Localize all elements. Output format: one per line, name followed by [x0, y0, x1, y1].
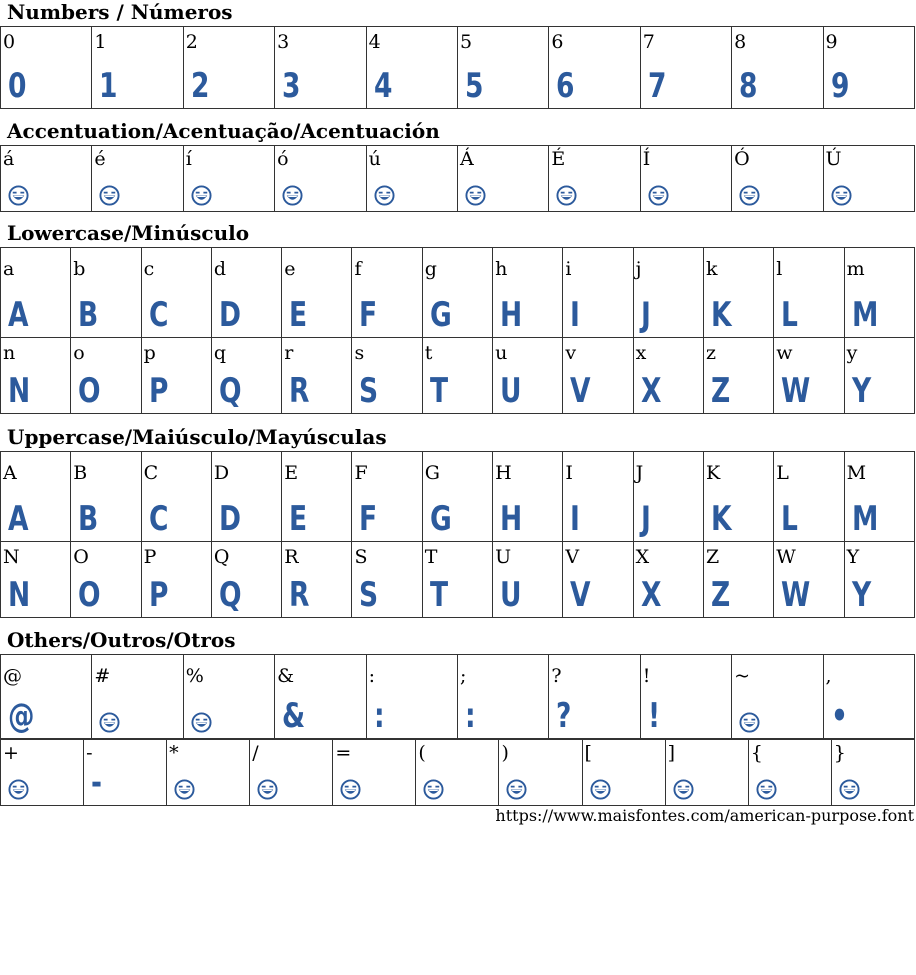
glyph-cell	[703, 452, 773, 542]
character-label: (	[418, 742, 426, 764]
glyph-cell	[703, 248, 773, 338]
character-label: K	[705, 462, 721, 484]
glyph-cell	[71, 338, 141, 414]
character-label: ?	[551, 665, 562, 687]
glyph-cell	[366, 146, 457, 212]
glyph-sample: 6	[556, 66, 575, 106]
numbers-table	[0, 26, 915, 109]
glyph-sample: B	[78, 295, 99, 335]
glyph-cell	[457, 27, 548, 109]
glyph-cell	[582, 740, 665, 806]
glyph-cell	[141, 542, 211, 618]
character-label: ó	[277, 148, 289, 170]
glyph-sample: M	[851, 499, 878, 539]
smiley-icon	[174, 779, 195, 800]
character-label: D	[213, 462, 230, 484]
glyph-cell	[640, 146, 731, 212]
character-label: H	[495, 462, 512, 484]
uppercase-table	[0, 451, 915, 618]
character-label: S	[354, 546, 368, 568]
glyph-cell	[92, 146, 183, 212]
character-label: V	[565, 546, 580, 568]
glyph-cell	[774, 338, 844, 414]
glyph-cell	[211, 542, 281, 618]
glyph-cell	[1, 655, 92, 739]
smiley-icon	[191, 712, 212, 733]
glyph-sample: K	[710, 295, 732, 335]
glyph-cell	[1, 146, 92, 212]
smiley-icon	[756, 779, 777, 800]
character-label: U	[495, 546, 512, 568]
smiley-icon	[99, 185, 120, 206]
glyph-sample: Z	[710, 371, 731, 411]
glyph-sample: D	[218, 295, 241, 335]
glyph-sample: D	[218, 499, 241, 539]
smiley-icon	[590, 779, 611, 800]
glyph-cell	[352, 338, 422, 414]
character-label: +	[3, 742, 19, 764]
glyph-cell	[732, 27, 823, 109]
glyph-cell	[823, 655, 914, 739]
smiley-icon	[673, 779, 694, 800]
character-label: 6	[551, 31, 564, 53]
glyph-sample: X	[640, 371, 662, 411]
glyph-sample: V	[570, 371, 591, 411]
glyph-sample: H	[500, 295, 523, 335]
glyph-cell	[633, 338, 703, 414]
character-label: c	[143, 258, 155, 280]
glyph-sample: Q	[218, 575, 242, 615]
glyph-sample: W	[781, 575, 811, 615]
accents-table	[0, 145, 915, 212]
character-label: x	[635, 342, 647, 364]
glyph-sample: ?	[556, 696, 572, 736]
character-label: 8	[734, 31, 747, 53]
glyph-sample: N	[8, 371, 31, 411]
table-row	[1, 452, 915, 542]
character-label: L	[776, 462, 789, 484]
glyph-cell	[774, 248, 844, 338]
character-label: p	[143, 342, 156, 364]
glyph-sample: 1	[99, 66, 118, 106]
glyph-sample: N	[8, 575, 31, 615]
character-label: Z	[705, 546, 720, 568]
others-table-row-1	[0, 654, 915, 739]
glyph-cell	[183, 146, 274, 212]
character-label: )	[501, 742, 509, 764]
smiley-icon	[506, 779, 527, 800]
glyph-cell	[1, 740, 84, 806]
glyph-sample: 0	[8, 66, 27, 106]
character-label: u	[495, 342, 508, 364]
section-title-lowercase: Lowercase/Minúsculo	[7, 221, 250, 245]
glyph-sample: !	[647, 696, 660, 736]
character-label: Q	[213, 546, 230, 568]
glyph-cell	[1, 27, 92, 109]
lowercase-table	[0, 247, 915, 414]
glyph-sample: V	[570, 575, 591, 615]
character-label: &	[277, 665, 295, 687]
glyph-sample: S	[359, 371, 379, 411]
character-label: O	[73, 546, 89, 568]
glyph-cell	[774, 542, 844, 618]
glyph-cell	[748, 740, 831, 806]
glyph-cell	[499, 740, 582, 806]
glyph-cell	[71, 248, 141, 338]
smiley-icon	[340, 779, 361, 800]
character-label: g	[424, 258, 437, 280]
glyph-cell	[282, 542, 352, 618]
glyph-cell	[844, 542, 914, 618]
glyph-cell	[92, 27, 183, 109]
section-title-others: Others/Outros/Otros	[7, 628, 236, 652]
glyph-sample: :	[464, 696, 476, 736]
table-row	[1, 146, 915, 212]
character-label: B	[73, 462, 88, 484]
glyph-sample: S	[359, 575, 379, 615]
character-label: q	[213, 342, 227, 364]
glyph-sample: H	[500, 499, 523, 539]
smiley-icon	[556, 185, 577, 206]
character-label: t	[424, 342, 433, 364]
character-label: n	[3, 342, 16, 364]
glyph-cell	[71, 452, 141, 542]
character-label: @	[3, 665, 22, 687]
glyph-cell	[844, 248, 914, 338]
character-label: E	[284, 462, 299, 484]
glyph-cell	[457, 655, 548, 739]
glyph-cell	[282, 338, 352, 414]
glyph-cell	[732, 146, 823, 212]
character-label: /	[252, 742, 259, 764]
glyph-cell	[549, 146, 640, 212]
character-label: Y	[846, 546, 860, 568]
smiley-icon	[839, 779, 860, 800]
character-label: É	[551, 148, 566, 170]
character-label: o	[73, 342, 85, 364]
character-label: J	[635, 462, 644, 484]
glyph-cell	[141, 452, 211, 542]
character-label: {	[750, 742, 763, 764]
glyph-sample: Y	[851, 371, 871, 411]
character-label: P	[143, 546, 157, 568]
table-row	[1, 740, 915, 806]
glyph-cell	[549, 27, 640, 109]
character-label: l	[776, 258, 783, 280]
character-label: f	[354, 258, 362, 280]
glyph-cell	[633, 452, 703, 542]
glyph-sample: J	[640, 295, 651, 335]
character-label: 0	[3, 31, 16, 53]
glyph-cell	[665, 740, 748, 806]
glyph-cell	[493, 452, 563, 542]
glyph-cell	[422, 452, 492, 542]
glyph-cell	[703, 542, 773, 618]
glyph-sample: K	[710, 499, 732, 539]
glyph-sample: Z	[710, 575, 731, 615]
character-label: ~	[734, 665, 751, 687]
character-label: m	[846, 258, 865, 280]
character-label: s	[354, 342, 365, 364]
glyph-cell	[352, 248, 422, 338]
character-label: [	[584, 742, 592, 764]
character-label: Ú	[825, 148, 842, 170]
character-label: 3	[277, 31, 290, 53]
character-label: b	[73, 258, 86, 280]
section-title-uppercase: Uppercase/Maiúsculo/Mayúsculas	[7, 425, 387, 449]
glyph-sample: B	[78, 499, 99, 539]
glyph-cell	[352, 452, 422, 542]
glyph-sample: 5	[464, 66, 484, 106]
glyph-cell	[282, 248, 352, 338]
glyph-cell	[493, 542, 563, 618]
character-label: 7	[642, 31, 655, 53]
smiley-icon	[8, 185, 29, 206]
character-label: z	[705, 342, 716, 364]
character-label: d	[213, 258, 227, 280]
glyph-cell	[141, 338, 211, 414]
glyph-sample: J	[640, 499, 651, 539]
character-label: h	[495, 258, 508, 280]
others-table-row-2	[0, 739, 915, 806]
character-label: Ó	[734, 148, 750, 170]
glyph-cell	[366, 27, 457, 109]
glyph-sample: I	[570, 295, 581, 335]
glyph-sample: R	[289, 371, 310, 411]
smiley-icon	[374, 185, 395, 206]
character-label: C	[143, 462, 159, 484]
glyph-cell	[211, 452, 281, 542]
glyph-sample: X	[640, 575, 662, 615]
glyph-cell	[640, 655, 731, 739]
character-label: T	[424, 546, 438, 568]
character-label: R	[284, 546, 299, 568]
character-label: y	[846, 342, 858, 364]
smiley-icon	[282, 185, 303, 206]
character-label: N	[3, 546, 20, 568]
glyph-cell	[275, 655, 366, 739]
glyph-cell	[1, 542, 71, 618]
character-label: k	[705, 258, 718, 280]
character-label: A	[3, 462, 17, 484]
glyph-sample: @	[8, 696, 35, 736]
glyph-cell	[633, 248, 703, 338]
glyph-sample: C	[148, 499, 169, 539]
glyph-cell	[823, 27, 914, 109]
glyph-cell	[416, 740, 499, 806]
glyph-sample: W	[781, 371, 811, 411]
glyph-sample: E	[289, 499, 308, 539]
glyph-cell	[167, 740, 250, 806]
table-row	[1, 338, 915, 414]
glyph-sample: O	[78, 575, 101, 615]
smiley-icon	[739, 712, 760, 733]
character-label: 4	[368, 31, 381, 53]
character-label: á	[3, 148, 15, 170]
glyph-cell	[732, 655, 823, 739]
glyph-cell	[563, 338, 633, 414]
glyph-sample: L	[781, 499, 799, 539]
glyph-cell	[352, 542, 422, 618]
character-label: W	[776, 546, 796, 568]
smiley-icon	[8, 779, 29, 800]
glyph-sample: R	[289, 575, 310, 615]
glyph-cell	[422, 338, 492, 414]
character-label: ú	[368, 148, 381, 170]
glyph-sample: C	[148, 295, 169, 335]
character-label: }	[833, 742, 846, 764]
glyph-sample: A	[8, 499, 29, 539]
character-label: X	[635, 546, 650, 568]
glyph-sample: 2	[190, 66, 210, 106]
table-row	[1, 542, 915, 618]
glyph-cell	[844, 452, 914, 542]
character-label: e	[284, 258, 296, 280]
character-label: r	[284, 342, 294, 364]
glyph-cell	[703, 338, 773, 414]
glyph-cell	[282, 452, 352, 542]
glyph-sample: U	[500, 575, 522, 615]
glyph-sample: -	[91, 763, 103, 803]
glyph-cell	[774, 452, 844, 542]
glyph-sample: :	[373, 696, 385, 736]
glyph-sample: Y	[851, 575, 871, 615]
character-label: %	[185, 665, 204, 687]
smiley-icon	[191, 185, 212, 206]
character-label: F	[354, 462, 368, 484]
glyph-sample: 7	[647, 66, 667, 106]
character-label: i	[565, 258, 572, 280]
glyph-cell	[211, 248, 281, 338]
glyph-cell	[493, 248, 563, 338]
character-label: I	[565, 462, 573, 484]
glyph-cell	[183, 655, 274, 739]
glyph-sample: P	[148, 575, 169, 615]
source-url[interactable]: https://www.maisfontes.com/american-purpose.font	[495, 806, 914, 825]
glyph-cell	[831, 740, 914, 806]
glyph-cell	[333, 740, 416, 806]
glyph-sample: •	[830, 696, 848, 736]
character-label: G	[424, 462, 440, 484]
glyph-sample: P	[148, 371, 169, 411]
glyph-sample: 3	[282, 66, 301, 106]
smiley-icon	[257, 779, 278, 800]
glyph-sample: T	[429, 575, 448, 615]
section-title-numbers: Numbers / Números	[7, 0, 233, 24]
character-label: é	[94, 148, 106, 170]
character-label: Á	[459, 148, 474, 170]
glyph-cell	[422, 248, 492, 338]
glyph-cell	[493, 338, 563, 414]
smiley-icon	[739, 185, 760, 206]
glyph-cell	[640, 27, 731, 109]
glyph-sample: Q	[218, 371, 242, 411]
character-label: ]	[667, 742, 676, 764]
glyph-cell	[457, 146, 548, 212]
character-label: -	[86, 742, 93, 764]
glyph-sample: M	[851, 295, 878, 335]
character-label: 9	[825, 31, 838, 53]
character-label: Í	[642, 148, 651, 170]
glyph-sample: T	[429, 371, 448, 411]
glyph-sample: G	[429, 295, 452, 335]
glyph-cell	[211, 338, 281, 414]
glyph-cell	[633, 542, 703, 618]
character-label: 5	[459, 31, 473, 53]
glyph-cell	[275, 27, 366, 109]
smiley-icon	[831, 185, 852, 206]
glyph-cell	[92, 655, 183, 739]
character-label: =	[335, 742, 352, 764]
glyph-cell	[366, 655, 457, 739]
glyph-sample: U	[500, 371, 522, 411]
character-label: ;	[459, 665, 467, 687]
glyph-sample: &	[282, 696, 306, 736]
glyph-cell	[1, 452, 71, 542]
glyph-cell	[422, 542, 492, 618]
glyph-sample: F	[359, 499, 378, 539]
glyph-sample: F	[359, 295, 378, 335]
character-label: 2	[185, 31, 198, 53]
table-row	[1, 27, 915, 109]
glyph-cell	[1, 248, 71, 338]
glyph-sample: 8	[739, 66, 758, 106]
glyph-cell	[563, 248, 633, 338]
character-label: 1	[94, 31, 107, 53]
glyph-sample: 4	[373, 66, 393, 106]
glyph-sample: A	[8, 295, 29, 335]
glyph-cell	[844, 338, 914, 414]
character-label: #	[94, 665, 111, 687]
glyph-sample: L	[781, 295, 799, 335]
glyph-cell	[71, 542, 141, 618]
character-label: *	[169, 742, 179, 764]
glyph-cell	[823, 146, 914, 212]
character-label: w	[776, 342, 793, 364]
character-label: !	[642, 665, 651, 687]
glyph-sample: 9	[830, 66, 849, 106]
glyph-sample: G	[429, 499, 452, 539]
glyph-cell	[549, 655, 640, 739]
table-row	[1, 248, 915, 338]
character-label: ,	[825, 665, 832, 687]
glyph-cell	[275, 146, 366, 212]
smiley-icon	[648, 185, 669, 206]
glyph-cell	[563, 452, 633, 542]
character-label: í	[185, 148, 192, 170]
character-label: a	[3, 258, 15, 280]
character-label: j	[635, 258, 642, 280]
character-label: v	[565, 342, 577, 364]
glyph-cell	[183, 27, 274, 109]
glyph-cell	[1, 338, 71, 414]
character-label: :	[368, 665, 375, 687]
smiley-icon	[423, 779, 444, 800]
glyph-cell	[563, 542, 633, 618]
character-label: M	[846, 462, 867, 484]
smiley-icon	[465, 185, 486, 206]
glyph-sample: I	[570, 499, 581, 539]
table-row	[1, 655, 915, 739]
glyph-sample: E	[289, 295, 308, 335]
section-title-accents: Accentuation/Acentuação/Acentuación	[7, 119, 440, 143]
smiley-icon	[99, 712, 120, 733]
glyph-cell	[84, 740, 167, 806]
glyph-cell	[141, 248, 211, 338]
glyph-sample: O	[78, 371, 101, 411]
glyph-cell	[250, 740, 333, 806]
